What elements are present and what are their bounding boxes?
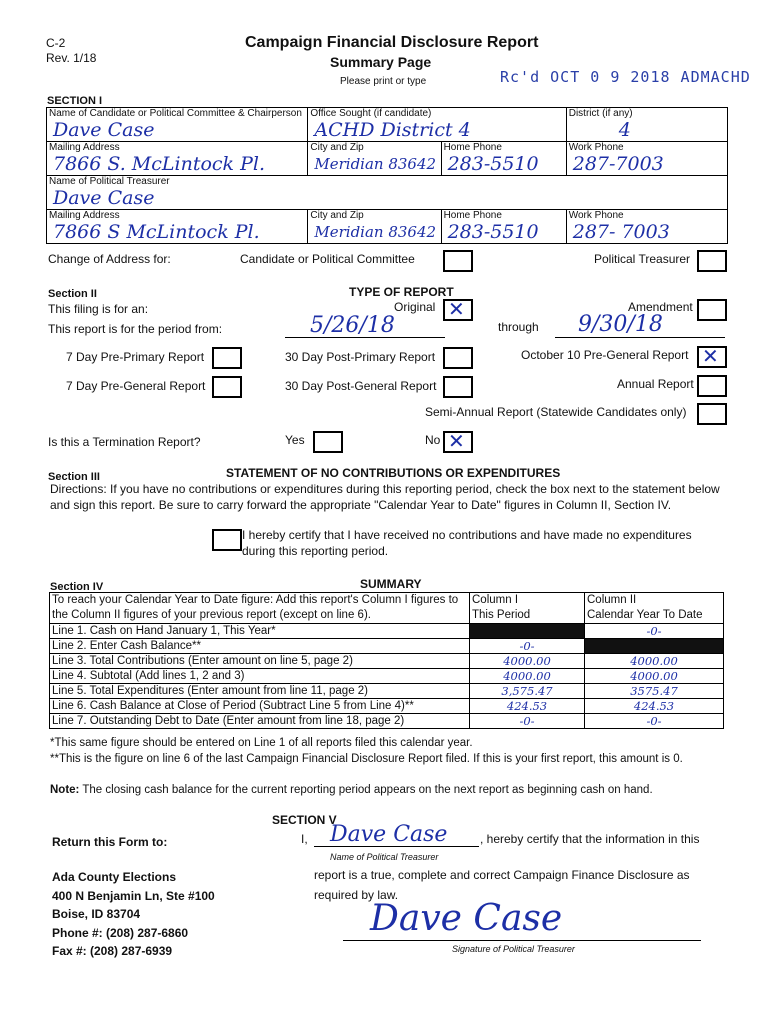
- candidate-work-phone[interactable]: Work Phone 287-7003: [566, 142, 727, 176]
- form-revision: Rev. 1/18: [46, 51, 97, 65]
- column-1-sub: This Period: [470, 608, 585, 624]
- summary-intro: To reach your Calendar Year to Date figure: Add this report's Column I figures to the Column II figures of your previous report (except on line 6).: [50, 593, 470, 624]
- return-street: 400 N Benjamin Ln, Ste #100: [52, 889, 215, 903]
- summary-row-1-col1-blocked: [470, 624, 585, 639]
- summary-row-1: [50, 624, 724, 639]
- section-3-heading: Section III: [48, 471, 100, 483]
- section-2-heading: Section II: [48, 288, 97, 300]
- pre-primary-7-checkbox[interactable]: [212, 347, 242, 369]
- return-city: Boise, ID 83704: [52, 907, 141, 921]
- filing-for-label: This filing is for an:: [48, 302, 149, 316]
- treasurer-home-phone[interactable]: Home Phone 283-5510: [441, 210, 566, 244]
- form-title: Campaign Financial Disclosure Report: [245, 34, 539, 51]
- form-code: C-2: [46, 36, 66, 50]
- column-2-header: Column II: [585, 593, 724, 609]
- annual-label: Annual Report: [617, 377, 694, 391]
- termination-no-label: No: [425, 433, 441, 447]
- column-1-header: Column I: [470, 593, 585, 609]
- summary-row-7: [50, 714, 724, 729]
- return-phone: Phone #: (208) 287-6860: [52, 926, 189, 940]
- treasurer-work-phone[interactable]: Work Phone 287- 7003: [566, 210, 727, 244]
- signature-line: [343, 940, 701, 941]
- summary-row-label: Line 2. Enter Cash Balance**: [50, 639, 470, 654]
- candidate-home-phone[interactable]: Home Phone 283-5510: [441, 142, 566, 176]
- summary-row-4: [50, 669, 724, 684]
- period-to-line: [555, 337, 725, 338]
- change-treasurer-checkbox[interactable]: [697, 250, 727, 272]
- summary-row-label: Line 4. Subtotal (Add lines 1, 2 and 3): [50, 669, 470, 684]
- post-primary-30-label: 30 Day Post-Primary Report: [285, 350, 436, 364]
- period-to-value[interactable]: 9/30/18: [578, 312, 663, 337]
- certify-line-2: report is a true, complete and correct Campaign Finance Disclosure as: [314, 868, 690, 882]
- treasurer-mailing-address[interactable]: Mailing Address 7866 S McLintock Pl.: [47, 210, 308, 244]
- summary-row-6-col1[interactable]: 424.53: [470, 699, 585, 714]
- summary-row-label: Line 3. Total Contributions (Enter amount on line 5, page 2): [50, 654, 470, 669]
- summary-row-label: Line 7. Outstanding Debt to Date (Enter amount from line 18, page 2): [50, 714, 470, 729]
- change-candidate-label: Candidate or Political Committee: [240, 252, 415, 266]
- summary-row-5: [50, 684, 724, 699]
- footnote-1: *This same figure should be entered on Line 1 of all reports filed this calendar year.: [50, 737, 473, 749]
- summary-row-label: Line 1. Cash on Hand January 1, This Year*: [50, 624, 470, 639]
- amendment-checkbox[interactable]: [697, 299, 727, 321]
- period-label: This report is for the period from:: [48, 322, 223, 336]
- change-address-label: Change of Address for:: [48, 252, 171, 266]
- summary-table: [49, 592, 724, 729]
- section-1-table: [46, 107, 728, 244]
- section-3-directions: Directions: If you have no contributions or expenditures during this reporting period, check the box next to the statement below and sign this report. Be sure to carry forward the appropriate "Calendar Year to Date" figures in Column II, Section IV.: [50, 482, 720, 512]
- original-label: Original: [394, 300, 436, 314]
- semi-annual-label: Semi-Annual Report (Statewide Candidates only): [425, 405, 687, 419]
- form-subtitle: Summary Page: [330, 54, 432, 70]
- certify-suffix: , hereby certify that the information in this: [480, 832, 700, 846]
- annual-checkbox[interactable]: [697, 375, 727, 397]
- candidate-city-zip[interactable]: City and Zip Meridian 83642: [308, 142, 441, 176]
- section-1-heading: SECTION I: [47, 95, 103, 107]
- oct10-label: October 10 Pre-General Report: [521, 348, 689, 362]
- summary-row-7-col1[interactable]: -0-: [470, 714, 585, 729]
- no-contributions-title: STATEMENT OF NO CONTRIBUTIONS OR EXPENDITURES: [226, 466, 561, 480]
- candidate-mailing-address[interactable]: Mailing Address 7866 S. McLintock Pl.: [47, 142, 308, 176]
- summary-row-4-col1[interactable]: 4000.00: [470, 669, 585, 684]
- summary-row-6-col2[interactable]: 424.53: [585, 699, 724, 714]
- summary-row-2-col2-blocked: [585, 639, 724, 654]
- note-bold-label: Note:: [50, 784, 80, 796]
- termination-question: Is this a Termination Report?: [48, 435, 201, 449]
- treasurer-signature[interactable]: Dave Case: [370, 898, 563, 939]
- summary-row-5-col2[interactable]: 3575.47: [585, 684, 724, 699]
- return-org-name: Ada County Elections: [52, 870, 177, 884]
- through-label: through: [498, 320, 539, 334]
- change-candidate-checkbox[interactable]: [443, 250, 473, 272]
- candidate-name-field[interactable]: Name of Candidate or Political Committee & Chairperson Dave Case: [47, 108, 308, 142]
- summary-title: SUMMARY: [360, 577, 422, 591]
- summary-row-2: [50, 639, 724, 654]
- district-field[interactable]: District (if any) 4: [566, 108, 727, 142]
- certify-prefix: I,: [301, 832, 308, 846]
- summary-row-label: Line 6. Cash Balance at Close of Period (Subtract Line 5 from Line 4)**: [50, 699, 470, 714]
- section-4-heading: Section IV: [50, 581, 104, 593]
- received-stamp: Rc'd OCT 0 9 2018 ADMACHD: [500, 68, 751, 86]
- oct10-checkbox[interactable]: [697, 346, 727, 368]
- note-text: The closing cash balance for the current reporting period appears on the next report as beginning cash on hand.: [82, 784, 653, 796]
- post-general-30-label: 30 Day Post-General Report: [285, 379, 437, 393]
- summary-row-label: Line 5. Total Expenditures (Enter amount from line 11, page 2): [50, 684, 470, 699]
- summary-row-1-col2[interactable]: -0-: [585, 624, 724, 639]
- summary-row-3-col2[interactable]: 4000.00: [585, 654, 724, 669]
- return-fax: Fax #: (208) 287-6939: [52, 944, 173, 958]
- summary-row-2-col1[interactable]: -0-: [470, 639, 585, 654]
- original-checkbox[interactable]: [443, 299, 473, 321]
- certify-line-3: required by law.: [314, 888, 399, 902]
- certify-name-line: [314, 846, 479, 847]
- no-contributions-checkbox[interactable]: [212, 529, 242, 551]
- post-general-30-checkbox[interactable]: [443, 376, 473, 398]
- pre-general-7-label: 7 Day Pre-General Report: [66, 379, 206, 393]
- treasurer-city-zip[interactable]: City and Zip Meridian 83642: [308, 210, 441, 244]
- semi-annual-checkbox[interactable]: [697, 403, 727, 425]
- type-of-report-heading: TYPE OF REPORT: [349, 285, 454, 299]
- termination-yes-checkbox[interactable]: [313, 431, 343, 453]
- summary-row-3-col1[interactable]: 4000.00: [470, 654, 585, 669]
- termination-no-checkbox[interactable]: [443, 431, 473, 453]
- summary-row-6: [50, 699, 724, 714]
- summary-row-3: [50, 654, 724, 669]
- pre-primary-7-label: 7 Day Pre-Primary Report: [66, 350, 205, 364]
- pre-general-7-checkbox[interactable]: [212, 376, 242, 398]
- amendment-label: Amendment: [628, 300, 693, 314]
- post-primary-30-checkbox[interactable]: [443, 347, 473, 369]
- column-2-sub: Calendar Year To Date: [585, 608, 724, 624]
- summary-row-7-col2[interactable]: -0-: [585, 714, 724, 729]
- office-sought-field[interactable]: Office Sought (if candidate) ACHD District 4: [308, 108, 566, 142]
- footnote-2: **This is the figure on line 6 of the last Campaign Financial Disclosure Report filed. If this is your first report, this amount is 0.: [50, 753, 683, 765]
- return-form-label: Return this Form to:: [52, 835, 168, 849]
- section-5-heading: SECTION V: [272, 813, 337, 827]
- termination-yes-label: Yes: [285, 433, 305, 447]
- no-contributions-statement: I hereby certify that I have received no contributions and have made no expenditures during this reporting period.: [242, 528, 692, 558]
- summary-row-5-col1[interactable]: 3,575.47: [470, 684, 585, 699]
- certify-treasurer-name[interactable]: Dave Case: [330, 822, 448, 847]
- summary-row-4-col2[interactable]: 4000.00: [585, 669, 724, 684]
- period-from-line: [285, 337, 445, 338]
- closing-note: [50, 784, 653, 796]
- signature-caption: Signature of Political Treasurer: [452, 944, 575, 954]
- treasurer-name-field[interactable]: Name of Political Treasurer Dave Case: [47, 176, 728, 210]
- change-treasurer-label: Political Treasurer: [594, 252, 691, 266]
- print-instruction: Please print or type: [340, 76, 427, 87]
- name-caption: Name of Political Treasurer: [330, 852, 439, 862]
- period-from-value[interactable]: 5/26/18: [310, 313, 395, 338]
